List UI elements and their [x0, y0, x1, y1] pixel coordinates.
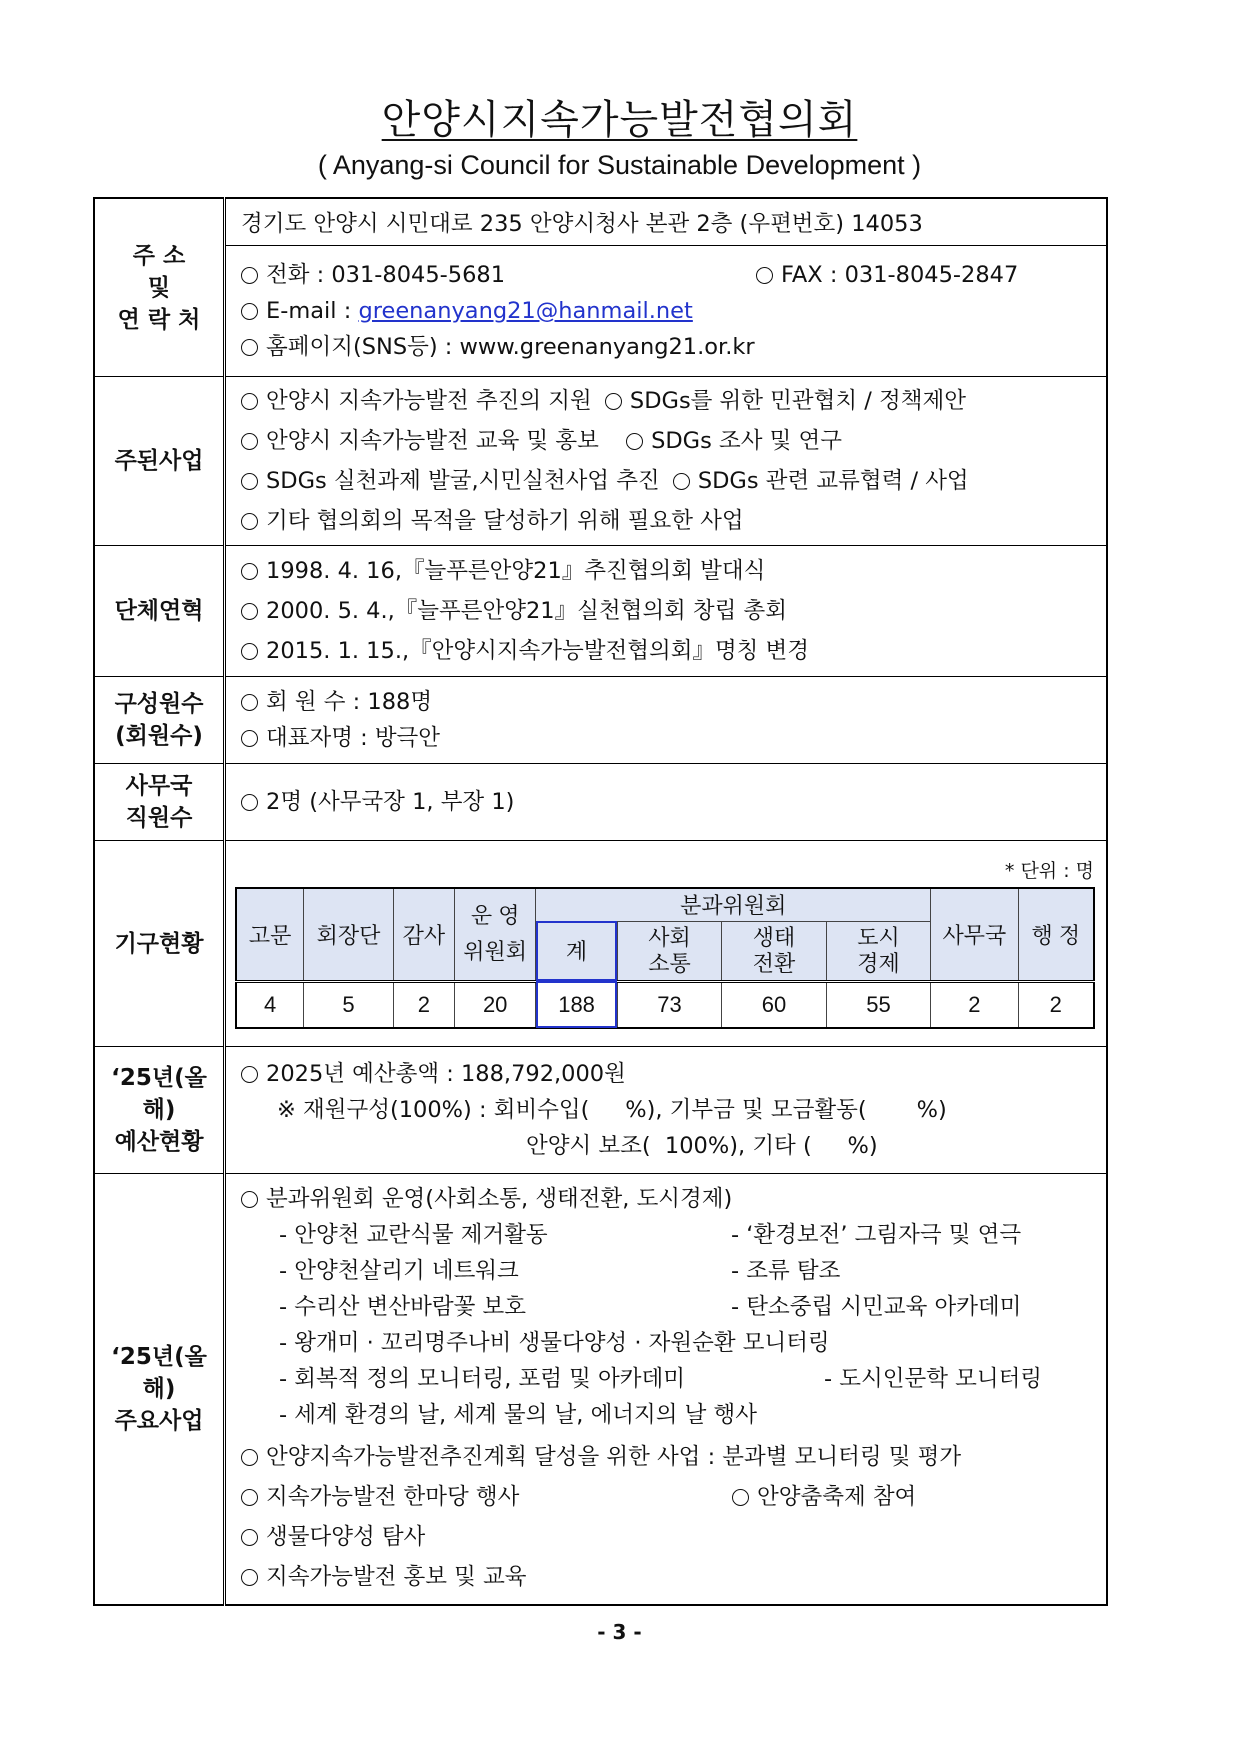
member-count: 회 원 수 : 188명 [266, 689, 433, 715]
address-row [94, 198, 1107, 246]
project-item: 지속가능발전 홍보 및 교육 [266, 1564, 527, 1590]
circle-bullet-icon [241, 794, 258, 811]
projects-label: ‘25년(올해) 주요사업 [94, 1174, 225, 1606]
project-item: 안양춤축제 참여 [757, 1484, 917, 1510]
page-number: - 3 - [597, 1620, 642, 1644]
projects-row [94, 1174, 1107, 1606]
business-item: 안양시 지속가능발전 교육 및 홍보 [266, 428, 599, 454]
chair-count: 5 [304, 981, 393, 1028]
project-detail: - 안양천살리기 네트워크 - 조류 탐조 [279, 1258, 841, 1284]
history-row [94, 546, 1107, 677]
circle-bullet-icon [241, 339, 258, 356]
phone-text: 전화 : 031-8045-5681 [266, 262, 506, 288]
circle-bullet-icon [241, 643, 258, 660]
project-subcommittee: 분과위원회 운영(사회소통, 생태전환, 도시경제) [266, 1186, 733, 1212]
col-office: 사무국 [931, 888, 1018, 982]
homepage-text: 홈페이지(SNS등) : www.greenanyang21.or.kr [266, 334, 755, 360]
circle-bullet-icon [241, 513, 258, 530]
circle-bullet-icon [241, 694, 258, 711]
business-item: 안양시 지속가능발전 추진의 지원 [266, 388, 592, 414]
circle-bullet-icon [241, 1489, 258, 1506]
address-label: 주 소 및 연 락 처 [94, 198, 225, 377]
budget-total: 2025년 예산총액 : 188,792,000원 [266, 1061, 626, 1087]
circle-bullet-icon [241, 1449, 258, 1466]
email-label: E-mail : [266, 298, 359, 324]
col-admin: 행 정 [1018, 888, 1094, 982]
circle-bullet-icon [241, 393, 258, 410]
advisor-count: 4 [236, 981, 304, 1028]
admin-count: 2 [1018, 981, 1094, 1028]
col-eco: 생태 전환 [722, 921, 826, 981]
staff-count: 2명 (사무국장 1, 부장 1) [266, 789, 515, 815]
circle-bullet-icon [756, 267, 773, 284]
address-text: 경기도 안양시 시민대로 235 안양시청사 본관 2층 (우편번호) 14053 [225, 198, 1108, 246]
council-info-table [93, 197, 1108, 1606]
circle-bullet-icon [673, 473, 690, 490]
city-count: 55 [826, 981, 930, 1028]
project-detail: - 세계 환경의 날, 세계 물의 날, 에너지의 날 행사 [279, 1402, 758, 1428]
budget-composition: ※ 재원구성(100%) : 회비수입( %), 기부금 및 모금활동( %) [277, 1097, 947, 1123]
project-detail: - 회복적 정의 모니터링, 포럼 및 아카데미 - 도시인문학 모니터링 [279, 1366, 1043, 1392]
project-item: 안양지속가능발전추진계획 달성을 위한 사업 : 분과별 모니터링 및 평가 [266, 1444, 962, 1470]
business-item: SDGs 관련 교류협력 / 사업 [697, 468, 969, 494]
circle-bullet-icon [241, 1066, 258, 1083]
circle-bullet-icon [241, 433, 258, 450]
office-count: 2 [931, 981, 1018, 1028]
email-link[interactable]: greenanyang21@hanmail.net [358, 298, 693, 324]
staff-label: 사무국 직원수 [94, 764, 225, 841]
circle-bullet-icon [626, 433, 643, 450]
unit-note: * 단위 : 명 [1004, 859, 1094, 882]
circle-bullet-icon [241, 603, 258, 620]
col-advisor: 고문 [236, 888, 304, 982]
history-label: 단체연혁 [94, 546, 225, 677]
budget-label: ‘25년(올해) 예산현황 [94, 1047, 225, 1174]
sub-total-count: 188 [536, 981, 617, 1028]
circle-bullet-icon [605, 393, 622, 410]
col-ops-committee: 운 영 위원회 [455, 888, 536, 982]
business-label: 주된사업 [94, 377, 225, 546]
members-row [94, 677, 1107, 764]
org-label: 기구현황 [94, 841, 225, 1047]
project-detail: - 안양천 교란식물 제거활동 - ‘환경보전’ 그림자극 및 연극 [279, 1222, 1022, 1248]
history-item: 2015. 1. 15.,『안양시지속가능발전협의회』명칭 변경 [266, 638, 810, 664]
ops-count: 20 [455, 981, 536, 1028]
org-structure-table [235, 887, 1095, 1029]
page-subtitle: ( Anyang-si Council for Sustainable Development ) [317, 150, 922, 180]
business-item: SDGs 실천과제 발굴,시민실천사업 추진 [266, 468, 660, 494]
eco-count: 60 [722, 981, 826, 1028]
fax-text: FAX : 031-8045-2847 [781, 262, 1019, 288]
social-count: 73 [617, 981, 721, 1028]
circle-bullet-icon [241, 1569, 258, 1586]
project-detail: - 왕개미 · 꼬리명주나비 생물다양성 · 자원순환 모니터링 [279, 1330, 830, 1356]
col-city: 도시 경제 [826, 921, 930, 981]
circle-bullet-icon [241, 303, 258, 320]
project-item: 생물다양성 탐사 [266, 1524, 426, 1550]
col-subcommittee: 분과위원회 [536, 888, 931, 922]
contact-row [94, 246, 1107, 377]
col-audit: 감사 [393, 888, 454, 982]
col-social: 사회 소통 [617, 921, 721, 981]
representative-name: 대표자명 : 방극안 [266, 725, 441, 751]
members-label: 구성원수 (회원수) [94, 677, 225, 764]
budget-composition-2: 안양시 보조( 100%), 기타 ( %) [526, 1133, 878, 1159]
circle-bullet-icon [241, 1529, 258, 1546]
business-item: SDGs 조사 및 연구 [651, 428, 842, 454]
budget-row [94, 1047, 1107, 1174]
circle-bullet-icon [241, 473, 258, 490]
circle-bullet-icon [732, 1489, 749, 1506]
circle-bullet-icon [241, 1191, 258, 1208]
project-item: 지속가능발전 한마당 행사 [266, 1484, 520, 1510]
audit-count: 2 [393, 981, 454, 1028]
circle-bullet-icon [241, 563, 258, 580]
circle-bullet-icon [241, 267, 258, 284]
org-row [94, 841, 1107, 1047]
circle-bullet-icon [241, 730, 258, 747]
business-item: SDGs를 위한 민관협치 / 정책제안 [629, 388, 966, 414]
business-item: 기타 협의회의 목적을 달성하기 위해 필요한 사업 [266, 508, 744, 534]
col-total: 계 [536, 921, 617, 981]
page-title: 안양시지속가능발전협의회 [381, 97, 858, 143]
history-item: 2000. 5. 4.,『늘푸른안양21』실천협의회 창립 총회 [266, 598, 788, 624]
project-detail: - 수리산 변산바람꽃 보호 - 탄소중립 시민교육 아카데미 [279, 1294, 1022, 1320]
business-row [94, 377, 1107, 546]
staff-row [94, 764, 1107, 841]
col-chair: 회장단 [304, 888, 393, 982]
history-item: 1998. 4. 16,『늘푸른안양21』추진협의회 발대식 [266, 558, 766, 584]
